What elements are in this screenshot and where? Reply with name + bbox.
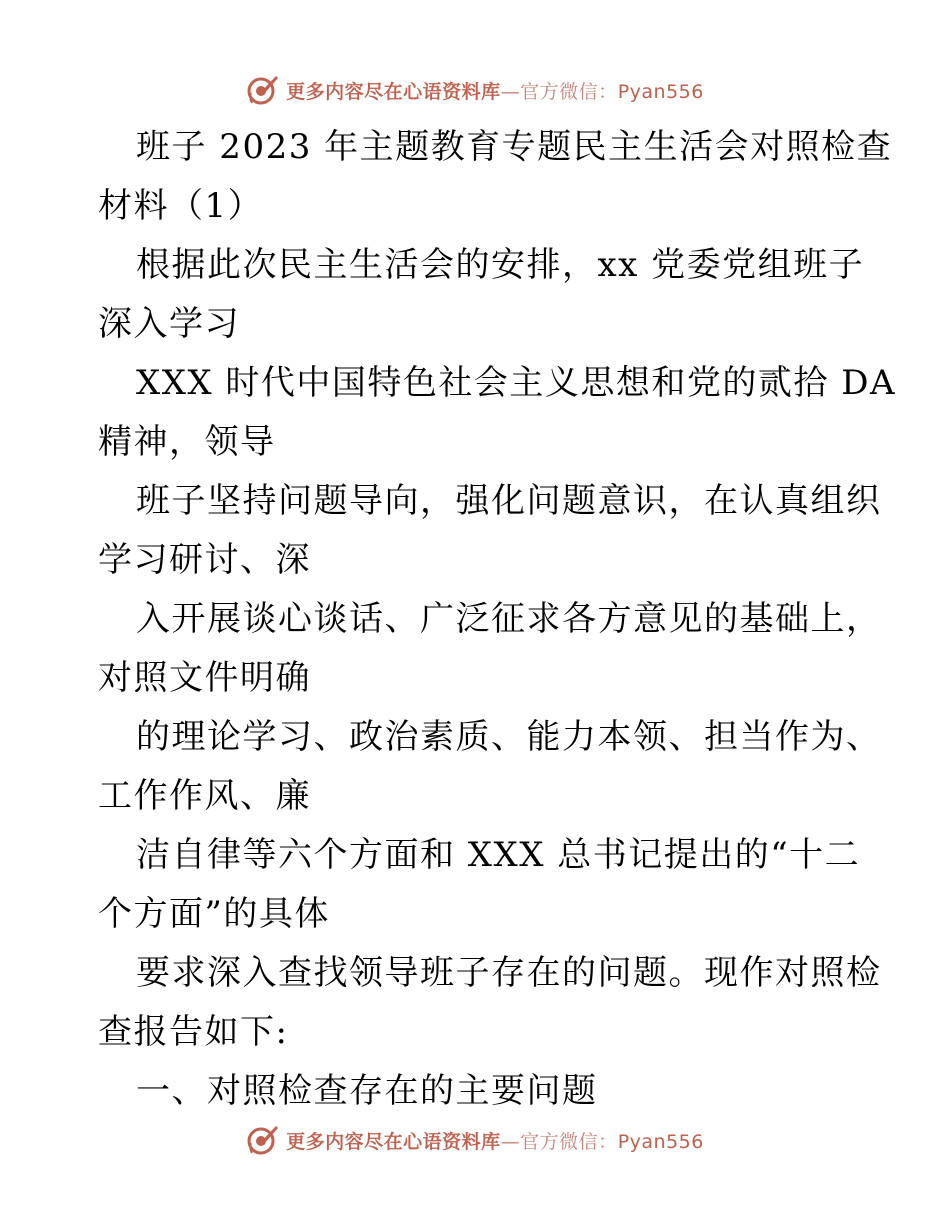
paragraph-3-line-1: 班子坚持问题导向，强化问题意识，在认真组织 (136, 481, 882, 521)
paragraph-1-line-1: 根据此次民主生活会的安排，xx 党委党组班子 (136, 245, 865, 285)
paragraph-5-line-1: 的理论学习、政治素质、能力本领、担当作为、 (136, 717, 882, 757)
paragraph-5-line-2: 工作作风、廉 (98, 776, 311, 816)
paragraph-6-line-2: 个方面”的具体 (98, 894, 330, 934)
paragraph-7-line-2: 查报告如下: (98, 1012, 289, 1052)
paragraph-3-line-2: 学习研讨、深 (98, 540, 311, 580)
paragraph-4-line-2: 对照文件明确 (98, 658, 311, 698)
watermark-label: 官方微信： (520, 80, 618, 103)
watermark-id: Pyan556 (617, 1130, 704, 1153)
paragraph-2-line-2: 精神，领导 (98, 422, 276, 462)
footer-watermark (0, 1120, 950, 1160)
paragraph-4-line-1: 入开展谈心谈话、广泛征求各方意见的基础上， (136, 599, 882, 639)
watermark-label: 官方微信： (520, 1130, 618, 1153)
watermark-id: Pyan556 (617, 80, 704, 103)
quill-seal-icon (246, 73, 280, 107)
document-body (98, 118, 897, 1121)
document-title-continued: 材料（1） (98, 186, 264, 226)
paragraph-2-line-1: XXX 时代中国特色社会主义思想和党的贰拾 DA (136, 363, 897, 403)
section-heading: 一、对照检查存在的主要问题 (136, 1071, 598, 1111)
watermark-brand: 更多内容尽在心语资料库 (286, 1130, 501, 1153)
watermark-brand: 更多内容尽在心语资料库 (286, 80, 501, 103)
paragraph-7-line-1: 要求深入查找领导班子存在的问题。现作对照检 (136, 953, 882, 993)
header-watermark (0, 70, 950, 110)
document-title: 班子 2023 年主题教育专题民主生活会对照检查 (136, 127, 893, 167)
watermark-separator: — (500, 1130, 521, 1153)
paragraph-6-line-1: 洁自律等六个方面和 XXX 总书记提出的“十二 (136, 835, 861, 875)
paragraph-1-line-2: 深入学习 (98, 304, 240, 344)
quill-seal-icon (246, 1123, 280, 1157)
watermark-separator: — (500, 80, 521, 103)
